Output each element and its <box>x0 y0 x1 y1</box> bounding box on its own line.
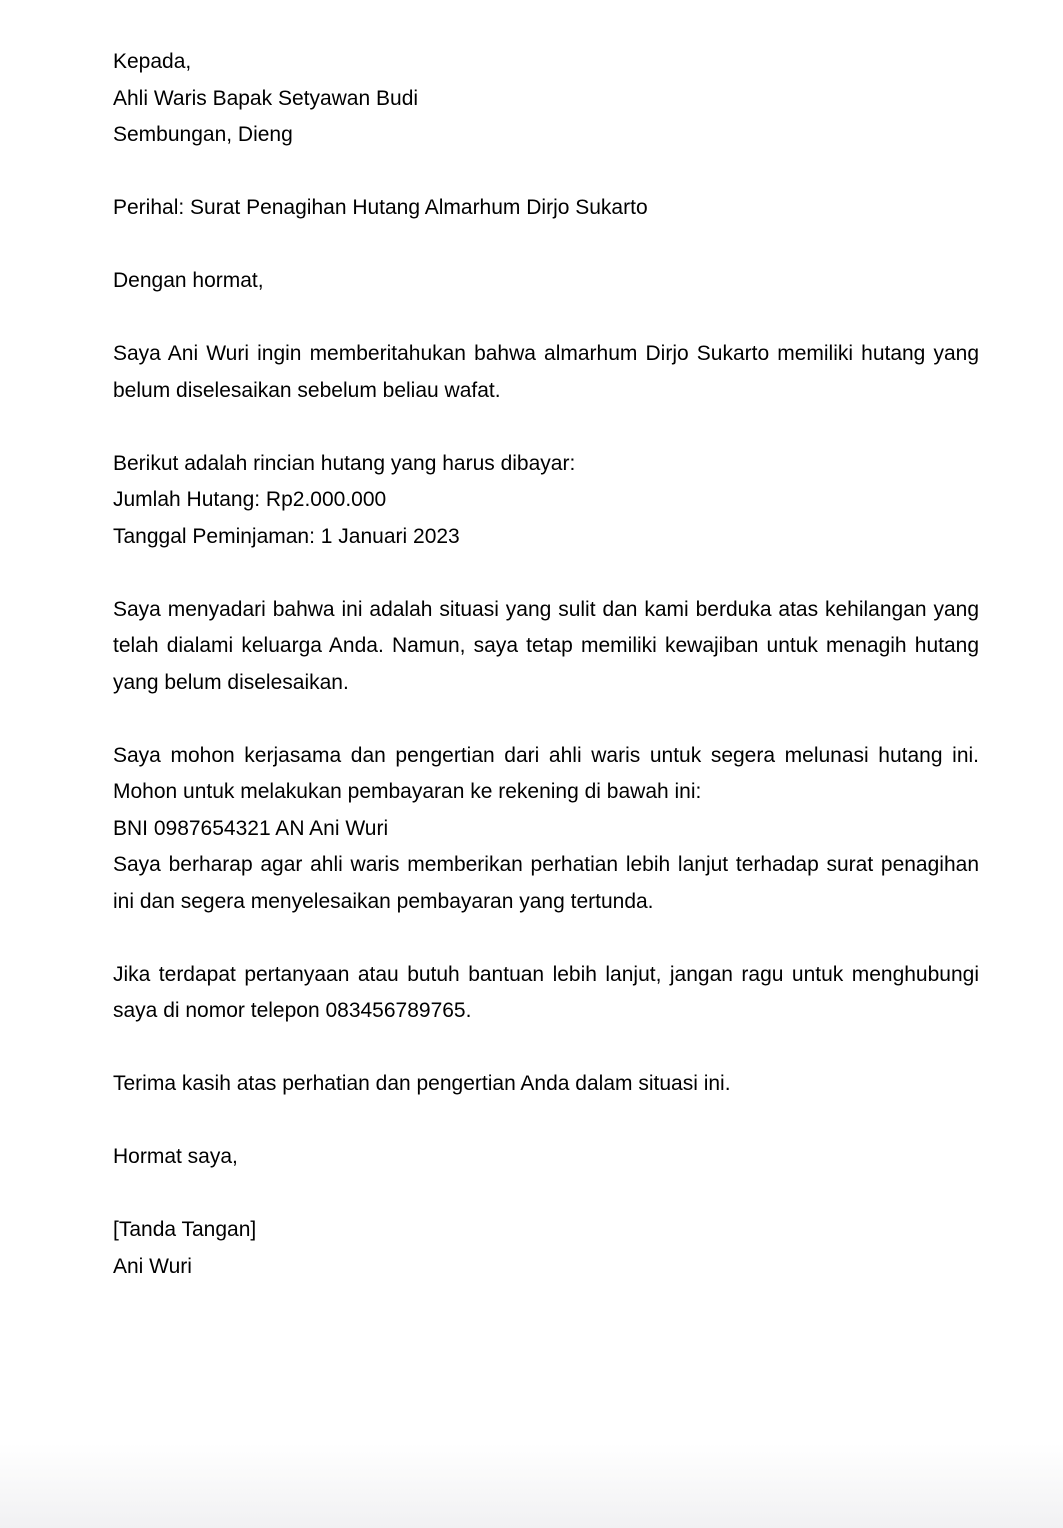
page-bottom-shadow <box>0 1443 1063 1528</box>
closing-thanks: Terima kasih atas perhatian dan pengertian Anda dalam situasi ini. <box>113 1072 731 1095</box>
empathy-paragraph: Saya menyadari bahwa ini adalah situasi yang sulit dan kami berduka atas kehilangan yang telah dialami keluarga Anda. Namun, saya tetap memiliki kewajiban untuk menagih hutang yang belum diselesaikan. <box>113 597 979 694</box>
contact-paragraph: Jika terdapat pertanyaan atau butuh bantuan lebih lanjut, jangan ragu untuk menghubungi saya di nomor telepon 083456789765. <box>113 962 979 1022</box>
debt-loan-date: Tanggal Peminjaman: 1 Januari 2023 <box>113 524 460 548</box>
subject-line: Perihal: Surat Penagihan Hutang Almarhum Dirjo Sukarto <box>113 196 648 219</box>
signoff-line: Hormat saya, <box>113 1145 238 1168</box>
payment-request-text: Saya mohon kerjasama dan pengertian dari ahli waris untuk segera melunasi hutang ini. Mohon untuk melakukan pembayaran ke rekening di bawah ini: <box>113 743 979 803</box>
bank-account-line: BNI 0987654321 AN Ani Wuri <box>113 816 389 840</box>
debt-details-heading: Berikut adalah rincian hutang yang harus dibayar: <box>113 451 576 475</box>
recipient-name: Ahli Waris Bapak Setyawan Budi <box>113 86 419 110</box>
signature-name: Ani Wuri <box>113 1254 192 1278</box>
debt-details-block <box>113 446 979 556</box>
greeting-line: Dengan hormat, <box>113 269 264 292</box>
recipient-address: Sembungan, Dieng <box>113 123 293 146</box>
intro-paragraph: Saya Ani Wuri ingin memberitahukan bahwa almarhum Dirjo Sukarto memiliki hutang yang belum diselesaikan sebelum beliau wafat. <box>113 342 979 402</box>
payment-followup-text: Saya berharap agar ahli waris memberikan perhatian lebih lanjut terhadap surat penagihan ini dan segera menyelesaikan pembayaran yang tertunda. <box>113 853 979 913</box>
signature-block <box>113 1212 979 1285</box>
signature-placeholder: [Tanda Tangan] <box>113 1218 257 1241</box>
recipient-block <box>113 44 979 154</box>
recipient-salutation: Kepada, <box>113 50 192 73</box>
debt-amount: Jumlah Hutang: Rp2.000.000 <box>113 488 387 511</box>
payment-request-block <box>113 738 979 921</box>
